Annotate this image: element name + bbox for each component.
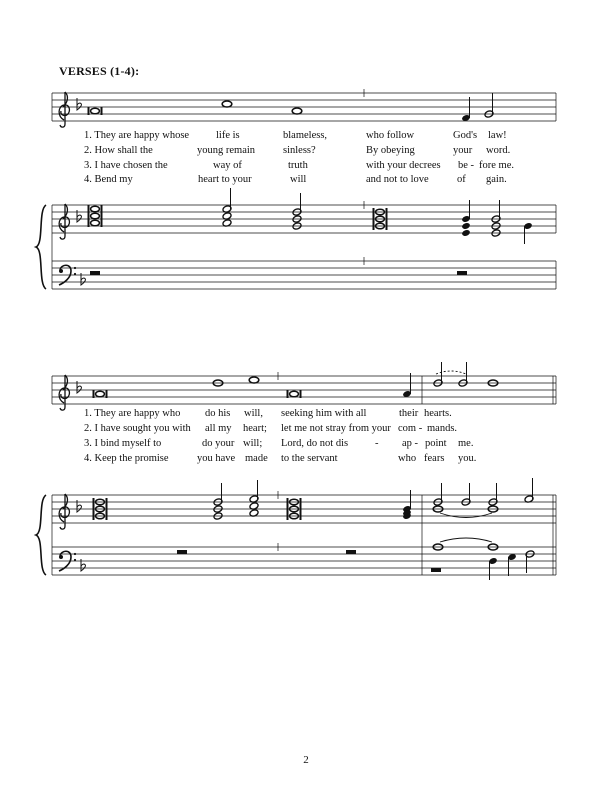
page-number: 2 [303,754,309,766]
lyric: point [425,438,447,449]
lyric: fears [424,453,445,464]
lyric: to the servant [281,453,338,464]
system-2-treble-staff [52,491,556,575]
lyric: com - [398,423,423,434]
lyric: you. [458,453,477,464]
lyric: 4. Bend my [84,174,133,185]
lyric: blameless, [283,130,328,141]
lyric: and not to love [366,174,429,185]
treble-clef-icon [59,494,69,529]
lyric: seeking him with all [281,408,367,419]
lyric: 2. How shall the [84,145,153,156]
lyric: fore me. [479,160,514,171]
system-2-vocal-staff [52,372,556,404]
lyric: your [453,145,473,156]
system-2-vocal-notes [93,362,498,398]
system-2-bass-staff [52,543,556,575]
lyric: heart; [243,423,267,434]
lyric: life is [216,130,240,141]
lyric: will, [244,408,263,419]
lyric: of [457,174,466,185]
treble-clef-icon [59,375,69,410]
lyric: - [375,438,379,449]
system-1-vocal-staff [52,89,556,121]
lyric: who [398,453,417,464]
treble-clef-icon [59,204,69,239]
system-1-bass-staff [52,257,556,289]
lyric: be - [458,160,475,171]
lyric: ap - [402,438,419,449]
lyric: 3. I have chosen the [84,160,168,171]
lyric: do his [205,408,231,419]
lyric: their [399,408,419,419]
lyric: 4. Keep the promise [84,453,169,464]
system-1-treble-staff [52,201,556,289]
system-1-bass-rests [90,271,467,275]
lyric: all my [205,423,232,434]
lyric: By obeying [366,145,415,156]
system-2-treble-notes [93,478,534,520]
lyric: will [290,174,307,185]
lyric: do your [202,438,235,449]
lyric: will; [243,438,263,449]
verses-heading: VERSES (1-4): [59,64,140,78]
lyric: hearts. [424,408,452,419]
lyric: 1. They are happy who [84,408,181,419]
treble-clef-icon [59,92,69,127]
lyric: truth [288,160,308,171]
lyric: me. [458,438,474,449]
lyric: 2. I have sought you with [84,423,191,434]
lyric: who follow [366,130,415,141]
system-2-bass-notes [177,538,535,580]
lyric: word. [486,145,511,156]
system-2-brace [36,495,46,575]
system-1-brace [36,205,46,289]
lyric: you have [197,453,236,464]
lyric: made [245,453,268,464]
lyric: sinless? [283,145,316,156]
lyric: mands. [427,423,458,434]
lyric: gain. [486,174,507,185]
lyric: let me not stray from your [281,423,391,434]
lyric: heart to your [198,174,252,185]
lyric: young remain [197,145,256,156]
lyric: 3. I bind myself to [84,438,162,449]
lyric: with your decrees [366,160,441,171]
system-1-treble-notes [88,188,533,244]
lyric: way of [213,160,242,171]
lyric: God's [453,130,478,141]
lyric: 1. They are happy whose [84,130,190,141]
system-1-vocal-notes [88,93,494,122]
lyric: law! [488,130,507,141]
lyric: Lord, do not dis [281,438,349,449]
